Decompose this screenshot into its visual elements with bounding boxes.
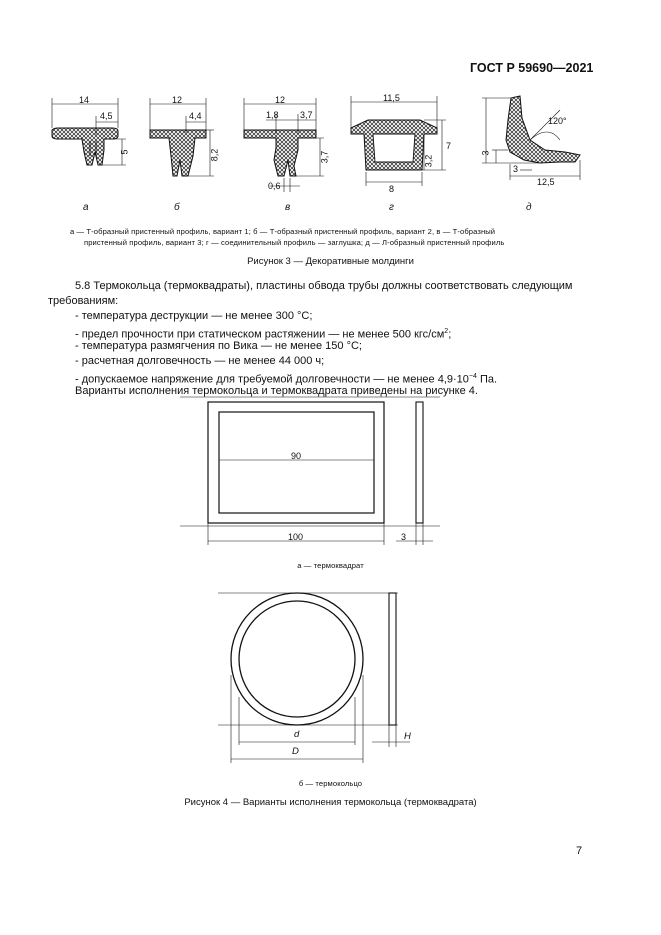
dim-d-angle: 120° [548,116,567,126]
ring-caption: б — термокольцо [298,779,363,788]
figure-4b-ring [0,585,661,775]
profile-v-letter: в [285,202,291,213]
dim-d-height: 3 [480,150,491,156]
requirement-3: - температура размягчения по Вика — не менее 150 °С; [75,340,362,352]
requirement-2-sup: 2 [444,328,449,335]
profile-d [482,96,580,180]
figure4-caption: Рисунок 4 — Варианты исполнения термокольца (термоквадрата) [184,797,477,808]
profile-b [150,98,214,176]
ring-outer-dim: D [292,746,299,757]
dim-a-width: 14 [79,95,90,105]
figure3-legend-line1: а — Т-образный пристенный профиль, вариант 1; б — Т-образный пристенный профиль, вариант 2, в — Т-образный [70,227,496,236]
page-number: 7 [576,845,583,857]
requirement-5-sup: −4 [468,373,477,380]
square-thickness-dim: 3 [401,532,407,542]
ring-thickness-dim: H [404,731,411,742]
dim-v-width: 12 [275,95,286,105]
dim-v-gap: 0,6 [268,181,281,191]
figure3-caption: Рисунок 3 — Декоративные молдинги [247,256,414,267]
dim-b-offset: 4,4 [189,111,202,121]
dim-g-inner: 3,2 [423,154,434,168]
profile-a-letter: а [83,202,89,213]
figure3-legend-line2: пристенный профиль, вариант 3; г — соединительный профиль — заглушка; д — Л-образный пристенный профиль [84,238,505,247]
variants-sentence: Варианты исполнения термокольца и термоквадрата приведены на рисунке 4. [75,385,478,397]
profile-a [52,98,126,165]
profile-g-letter: г [389,202,394,213]
square-inner-dim: 90 [291,451,302,461]
profile-d-letter: д [526,202,532,213]
section-intro: 5.8 Термокольца (термоквадраты), пластины обвода трубы должны соответствовать следующим [75,280,573,292]
figure-3-drawing [0,0,661,200]
profile-b-letter: б [174,202,180,213]
profile-g [351,96,446,186]
requirement-5-text: - допускаемое напряжение для требуемой долговечности — не менее 4,9·10 [75,373,469,386]
section-intro-cont: требованиям: [48,295,119,307]
dim-g-height: 7 [446,141,452,151]
dim-v-height: 3,7 [319,150,330,164]
dim-b-width: 12 [172,95,183,105]
dim-b-height: 8,2 [209,148,220,162]
standard-header: ГОСТ Р 59690—2021 [470,61,594,75]
requirement-2-end: ; [448,328,452,341]
requirement-2-text: - предел прочности при статическом растяжении — не менее 500 кгс/см [75,328,445,341]
dim-g-width: 11,5 [383,93,400,103]
dim-d-lip: 3 [513,164,519,174]
square-outer-dim: 100 [288,532,304,542]
requirement-4: - расчетная долговечность — не менее 44 000 ч; [75,355,325,367]
dim-g-base: 8 [389,184,395,194]
ring-inner-dim: d [294,729,300,740]
dim-d-width: 12,5 [537,177,555,187]
dim-a-offset: 4,5 [100,111,113,121]
square-caption: а — термоквадрат [297,561,364,570]
requirement-5-end: Па. [476,373,498,386]
figure-4a-square [0,395,661,575]
dim-v-right: 3,7 [300,110,313,120]
requirement-1: - температура деструкции — не менее 300 °С; [75,310,313,322]
dim-a-height: 5 [119,149,130,155]
dim-v-left: 1,8 [266,110,279,120]
